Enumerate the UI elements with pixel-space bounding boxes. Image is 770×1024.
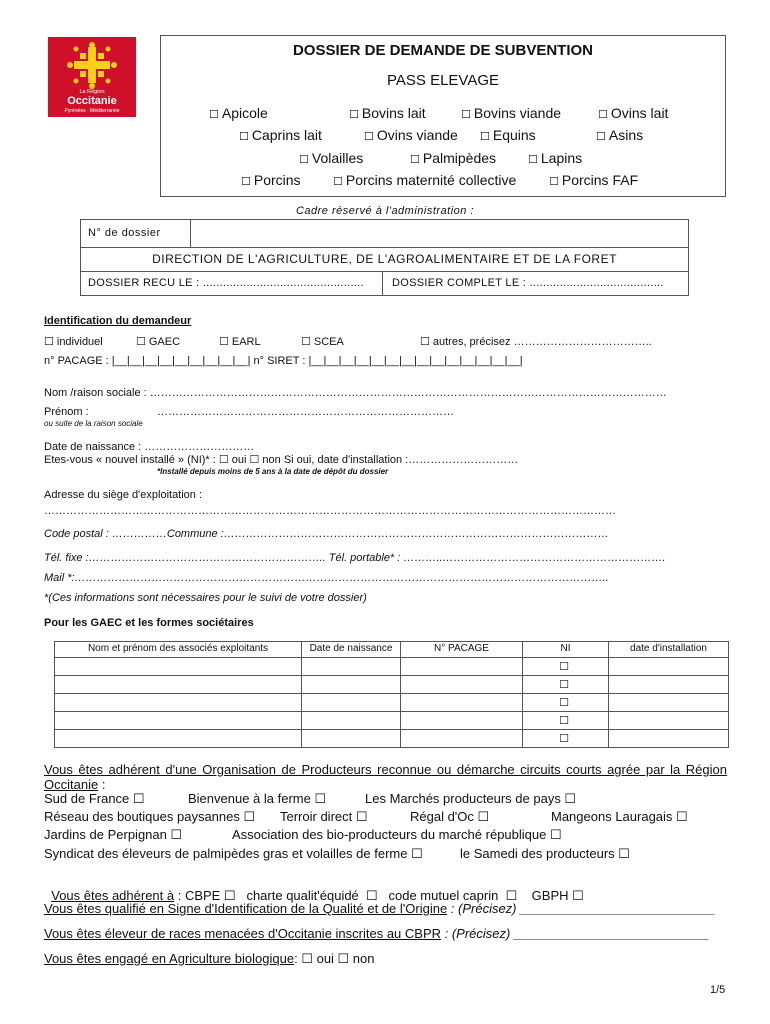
naissance-field[interactable]: Date de naissance : ………………………… [44,441,255,453]
op-bienvenue-ferme[interactable]: Bienvenue à la ferme ☐ [188,791,327,806]
form-scea[interactable]: ☐ SCEA [301,335,344,348]
pacage-siret-line[interactable]: n° PACAGE : |__|__|__|__|__|__|__|__|__| n° SIRET : |__|__|__|__|__|__|__|__|__|__|__|__|__|__| [44,355,523,367]
mail-field[interactable]: Mail *:……………………………………………………………………………………………………………………………….. [44,572,609,584]
op-regal-oc[interactable]: Régal d'Oc ☐ [410,809,490,824]
ni-checkbox[interactable]: ☐ [523,676,609,694]
table-row [55,730,729,748]
option-caprins-lait[interactable]: ☐ Caprins lait [239,127,322,143]
adresse-label: Adresse du siège d'exploitation : [44,489,203,501]
col-pacage: N° PACAGE [401,642,523,658]
ni-checkbox[interactable]: ☐ [523,658,609,676]
prenom-field[interactable]: ……………………………………………………………………… [157,406,454,418]
nom-field[interactable]: Nom /raison sociale : …………………………………………………………………………………………………………………………… [44,387,667,399]
prenom-note: ou suite de la raison sociale [44,419,143,428]
option-porcins-faf[interactable]: ☐ Porcins FAF [549,172,639,188]
ident-heading: Identification du demandeur [44,315,192,327]
form-autres[interactable]: ☐ autres, précisez ……………………………….. [420,335,652,348]
op-association-bio[interactable]: Association des bio-producteurs du marché république ☐ [232,827,562,842]
code-postal-commune-field[interactable]: Code postal : ……………Commune :…………………………………………………………………………………………… [44,528,609,540]
col-nom-prenom: Nom et prénom des associés exploitants [55,642,302,658]
op-terroir-direct[interactable]: Terroir direct ☐ [280,809,368,824]
telephone-field[interactable]: Tél. fixe :……………………………………………………….. Tél. portable* : ………..……………………………………………………. [44,552,666,564]
option-ovins-lait[interactable]: ☐ Ovins lait [598,105,669,121]
option-lapins[interactable]: ☐ Lapins [528,150,583,166]
table-row [55,676,729,694]
bio-line[interactable]: Vous êtes engagé en Agriculture biologique: ☐ oui ☐ non [44,951,375,966]
ni-note: *Installé depuis moins de 5 ans à la date de dépôt du dossier [157,467,389,476]
logo-line2: Occitanie [67,95,117,107]
option-porcins-maternite[interactable]: ☐ Porcins maternité collective [333,172,517,188]
admin-box [80,219,689,296]
col-ni: NI [523,642,609,658]
gaec-table [54,641,729,748]
col-date-naissance: Date de naissance [302,642,401,658]
option-equins[interactable]: ☐ Equins [480,127,536,143]
form-earl[interactable]: ☐ EARL [219,335,261,348]
table-row [55,694,729,712]
admin-label: Cadre réservé à l'administration : [295,205,475,217]
logo-line1: La Région [79,89,105,95]
table-row [55,712,729,730]
document-subtitle: PASS ELEVAGE [387,72,499,89]
option-apicole[interactable]: ☐ Apicole [209,105,268,121]
op-marches-producteurs[interactable]: Les Marchés producteurs de pays ☐ [365,791,577,806]
ni-line[interactable]: Etes-vous « nouvel installé » (NI)* : ☐ oui ☐ non Si oui, date d'installation :………………………… [44,454,519,466]
op-samedi-producteurs[interactable]: le Samedi des producteurs ☐ [460,846,630,861]
occitan-cross-icon [62,41,122,89]
op-jardins-perpignan[interactable]: Jardins de Perpignan ☐ [44,827,183,842]
cbpr-line[interactable]: Vous êtes éleveur de races menacées d'Occitanie inscrites au CBPR : (Précisez) ___________________________ [44,926,710,941]
option-volailles[interactable]: ☐ Volailles [299,150,364,166]
dossier-recu-field: DOSSIER RECU LE : ................................................ [81,272,383,295]
gaec-header-row [55,642,729,658]
region-logo [48,37,136,117]
dossier-complet-field: DOSSIER COMPLET LE : ........................................ [392,277,664,289]
option-porcins[interactable]: ☐ Porcins [241,172,301,188]
form-gaec[interactable]: ☐ GAEC [136,335,181,348]
siqo-line[interactable]: Vous êtes qualifié en Signe d'Identification de la Qualité et de l'Origine : (Précisez) ___________________________ [44,901,716,916]
adresse-field[interactable]: ………………………………………………………………………………………………………………………………………… [44,505,616,517]
op-reseau-boutiques[interactable]: Réseau des boutiques paysannes ☐ [44,809,256,824]
ni-checkbox[interactable]: ☐ [523,712,609,730]
header-box [160,35,726,197]
op-heading: Vous êtes adhérent d'une Organisation de Producteurs reconnue ou démarche circuits courts agrée par la Région Occitanie : [44,762,727,792]
gaec-heading: Pour les GAEC et les formes sociétaires [44,617,254,629]
ni-checkbox[interactable]: ☐ [523,730,609,748]
option-bovins-viande[interactable]: ☐ Bovins viande [461,105,562,121]
direction-label: DIRECTION DE L'AGRICULTURE, DE L'AGROALIMENTAIRE ET DE LA FORET [81,248,688,272]
op-sud-de-france[interactable]: Sud de France ☐ [44,791,145,806]
option-asins[interactable]: ☐ Asins [596,127,644,143]
info-note: *(Ces informations sont nécessaires pour le suivi de votre dossier) [44,592,367,604]
dossier-number-label: N° de dossier [81,220,191,247]
form-individuel[interactable]: ☐ individuel [44,335,103,348]
adherent-line[interactable]: Vous êtes adhérent à : CBPE ☐ charte qualit'équidé ☐ code mutuel caprin ☐ GBPH ☐ [51,888,584,903]
op-mangeons-lauragais[interactable]: Mangeons Lauragais ☐ [551,809,688,824]
document-title: DOSSIER DE DEMANDE DE SUBVENTION [292,42,594,59]
col-date-installation: date d'installation [609,642,729,658]
option-bovins-lait[interactable]: ☐ Bovins lait [349,105,426,121]
logo-line3: Pyrénées · Méditerranée [64,108,120,114]
op-syndicat-eleveurs[interactable]: Syndicat des éleveurs de palmipèdes gras et volailles de ferme ☐ [44,846,423,861]
page-number: 1/5 [710,984,726,996]
option-palmipedes[interactable]: ☐ Palmipèdes [410,150,497,166]
option-ovins-viande[interactable]: ☐ Ovins viande [364,127,458,143]
ni-checkbox[interactable]: ☐ [523,694,609,712]
prenom-label: Prénom : [44,406,89,418]
table-row [55,658,729,676]
